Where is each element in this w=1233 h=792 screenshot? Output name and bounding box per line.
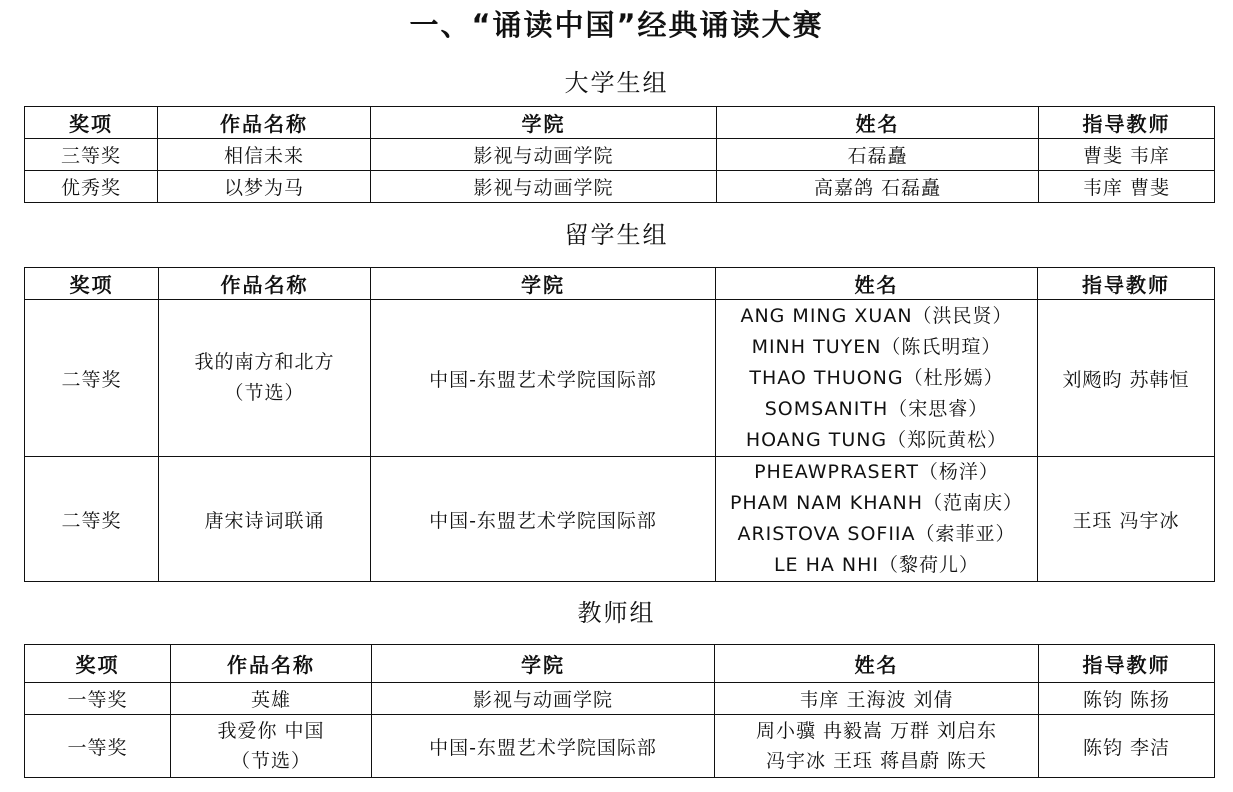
page-title: 一、“诵读中国”经典诵读大赛 (409, 8, 824, 42)
cell-names: 石磊矗 (717, 139, 1039, 171)
name-line: THAO THUONG（杜彤嫣） (749, 366, 1004, 389)
table-header-row (25, 645, 1215, 683)
header-award: 奖项 (25, 268, 159, 300)
cell-college: 影视与动画学院 (371, 139, 717, 171)
header-teacher: 指导教师 (1039, 107, 1215, 139)
header-work: 作品名称 (158, 107, 371, 139)
name-line: PHEAWPRASERT（杨洋） (754, 461, 999, 483)
header-college: 学院 (372, 645, 715, 683)
group-title-teachers: 教师组 (577, 599, 656, 627)
cell-award: 一等奖 (25, 683, 171, 715)
name-line: 冯宇冰 王珏 蒋昌蔚 陈天 (765, 750, 988, 772)
name-line: 周小骥 冉毅嵩 万群 刘启东 (755, 720, 998, 742)
cell-work: 英雄 (171, 683, 372, 715)
cell-college: 中国-东盟艺术学院国际部 (371, 300, 716, 457)
cell-award: 优秀奖 (25, 171, 158, 203)
cell-award: 二等奖 (25, 457, 159, 582)
group-title-undergrad: 大学生组 (564, 69, 669, 97)
work-line: 我爱你 中国 (217, 720, 325, 742)
group-title-international: 留学生组 (564, 221, 669, 249)
table-row (25, 300, 1215, 457)
header-names: 姓名 (716, 268, 1038, 300)
cell-names: 高嘉鸽 石磊矗 (717, 171, 1039, 203)
cell-work: 相信未来 (158, 139, 371, 171)
header-college: 学院 (371, 268, 716, 300)
cell-work: 唐宋诗词联诵 (159, 457, 371, 582)
header-work: 作品名称 (171, 645, 372, 683)
name-line: MINH TUYEN（陈氏明瑄） (751, 335, 1002, 358)
table-international (24, 267, 1215, 582)
cell-work (159, 300, 371, 457)
name-line: SOMSANITH（宋思睿） (764, 397, 989, 420)
cell-teacher: 王珏 冯宇冰 (1038, 457, 1215, 582)
cell-teacher: 陈钧 李洁 (1039, 715, 1215, 778)
name-line: ANG MING XUAN（洪民贤） (740, 304, 1013, 327)
cell-work (171, 715, 372, 778)
header-teacher: 指导教师 (1038, 268, 1215, 300)
cell-teacher: 曹斐 韦庠 (1039, 139, 1215, 171)
table-row (25, 683, 1215, 715)
table-header-row (25, 107, 1215, 139)
header-names: 姓名 (717, 107, 1039, 139)
name-line: ARISTOVA SOFIIA（索菲亚） (737, 523, 1016, 545)
header-award: 奖项 (25, 645, 171, 683)
table-row (25, 715, 1215, 778)
cell-work: 以梦为马 (158, 171, 371, 203)
header-teacher: 指导教师 (1039, 645, 1215, 683)
name-line: LE HA NHI（黎荷儿） (773, 554, 980, 576)
cell-award: 三等奖 (25, 139, 158, 171)
cell-names: 韦庠 王海波 刘倩 (715, 683, 1039, 715)
cell-names (715, 715, 1039, 778)
cell-college: 中国-东盟艺术学院国际部 (372, 715, 715, 778)
cell-teacher: 刘飏昀 苏韩恒 (1038, 300, 1215, 457)
name-line: HOANG TUNG（郑阮黄松） (745, 428, 1008, 451)
cell-names (716, 300, 1038, 457)
cell-college: 影视与动画学院 (371, 171, 717, 203)
table-row (25, 457, 1215, 582)
work-line: （节选） (230, 750, 311, 772)
cell-college: 中国-东盟艺术学院国际部 (371, 457, 716, 582)
cell-award: 二等奖 (25, 300, 159, 457)
header-work: 作品名称 (159, 268, 371, 300)
table-teachers (24, 644, 1215, 778)
work-line: （节选） (224, 382, 305, 404)
cell-teacher: 韦庠 曹斐 (1039, 171, 1215, 203)
table-undergrad (24, 106, 1215, 203)
header-award: 奖项 (25, 107, 158, 139)
header-college: 学院 (371, 107, 717, 139)
table-row (25, 139, 1215, 171)
header-names: 姓名 (715, 645, 1039, 683)
table-header-row (25, 268, 1215, 300)
cell-names (716, 457, 1038, 582)
cell-college: 影视与动画学院 (372, 683, 715, 715)
cell-award: 一等奖 (25, 715, 171, 778)
table-row (25, 171, 1215, 203)
name-line: PHAM NAM KHANH（范南庆） (729, 492, 1024, 514)
work-line: 我的南方和北方 (194, 351, 335, 373)
cell-teacher: 陈钧 陈扬 (1039, 683, 1215, 715)
